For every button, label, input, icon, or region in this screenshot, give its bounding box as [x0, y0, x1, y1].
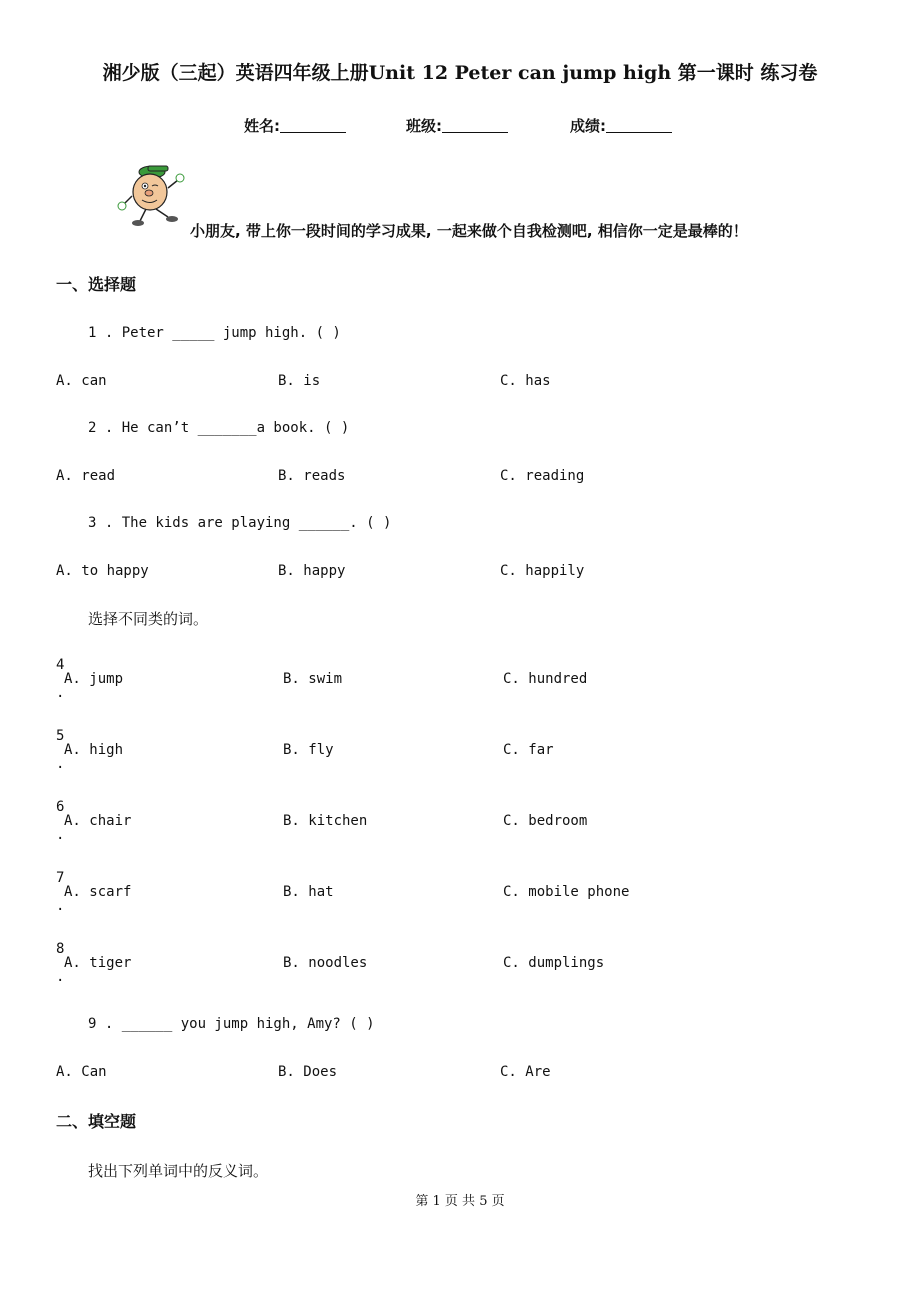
- score-field: [570, 115, 672, 136]
- question-9: 9 . ______ you jump high, Amy? ( ): [88, 1016, 375, 1032]
- q9-option-c[interactable]: C. Are: [500, 1064, 551, 1080]
- question-3: 3 . The kids are playing ______. ( ): [88, 515, 392, 531]
- q6-option-c[interactable]: C. bedroom: [503, 813, 588, 829]
- score-label: 成绩:: [570, 117, 606, 135]
- question-7-number: 7: [56, 870, 65, 886]
- q7-option-c[interactable]: C. mobile phone: [503, 884, 630, 900]
- question-6-number: 6: [56, 799, 65, 815]
- q7-option-a[interactable]: A. scarf: [64, 884, 132, 900]
- section-1-heading: 一、选择题: [56, 275, 137, 294]
- section-2-heading: 二、填空题: [56, 1112, 137, 1131]
- q8-option-b[interactable]: B. noodles: [283, 955, 368, 971]
- q8-option-a[interactable]: A. tiger: [64, 955, 132, 971]
- name-field: [244, 115, 346, 136]
- q8-dot: .: [56, 969, 65, 985]
- q5-option-b[interactable]: B. fly: [283, 742, 334, 758]
- page-title: 湘少版（三起）英语四年级上册Unit 12 Peter can jump high 第一课时 练习卷: [102, 62, 818, 84]
- q1-option-b[interactable]: B. is: [278, 373, 321, 389]
- q3-option-b[interactable]: B. happy: [278, 563, 346, 579]
- name-blank[interactable]: [280, 118, 346, 133]
- antonym-instruction: 找出下列单词中的反义词。: [88, 1162, 269, 1180]
- question-8-number: 8: [56, 941, 65, 957]
- q5-option-c[interactable]: C. far: [503, 742, 554, 758]
- q6-dot: .: [56, 827, 65, 843]
- q2-option-a[interactable]: A. read: [56, 468, 116, 484]
- q6-option-b[interactable]: B. kitchen: [283, 813, 368, 829]
- class-field: [406, 115, 508, 136]
- encouragement-text: 小朋友, 带上你一段时间的学习成果, 一起来做个自我检测吧, 相信你一定是最棒的！: [190, 222, 748, 240]
- q2-option-c[interactable]: C. reading: [500, 468, 585, 484]
- q4-option-b[interactable]: B. swim: [283, 671, 343, 687]
- class-label: 班级:: [406, 117, 442, 135]
- page-footer: 第 1 页 共 5 页: [415, 1194, 505, 1209]
- q3-option-c[interactable]: C. happily: [500, 563, 585, 579]
- cartoon-mascot-image: [112, 162, 192, 228]
- q4-option-a[interactable]: A. jump: [64, 671, 124, 687]
- q6-option-a[interactable]: A. chair: [64, 813, 132, 829]
- q9-option-b[interactable]: B. Does: [278, 1064, 338, 1080]
- q1-option-c[interactable]: C. has: [500, 373, 551, 389]
- odd-one-out-instruction: 选择不同类的词。: [88, 610, 209, 628]
- q7-option-b[interactable]: B. hat: [283, 884, 334, 900]
- q2-option-b[interactable]: B. reads: [278, 468, 346, 484]
- q4-dot: .: [56, 685, 65, 701]
- q1-option-a[interactable]: A. can: [56, 373, 107, 389]
- q4-option-c[interactable]: C. hundred: [503, 671, 588, 687]
- class-blank[interactable]: [442, 118, 508, 133]
- question-1: 1 . Peter _____ jump high. ( ): [88, 325, 341, 341]
- q9-option-a[interactable]: A. Can: [56, 1064, 107, 1080]
- name-label: 姓名:: [244, 117, 280, 135]
- q3-option-a[interactable]: A. to happy: [56, 563, 149, 579]
- q7-dot: .: [56, 898, 65, 914]
- q5-option-a[interactable]: A. high: [64, 742, 124, 758]
- q5-dot: .: [56, 756, 65, 772]
- score-blank[interactable]: [606, 118, 672, 133]
- question-2: 2 . He can’t _______a book. ( ): [88, 420, 350, 436]
- question-5-number: 5: [56, 728, 65, 744]
- q8-option-c[interactable]: C. dumplings: [503, 955, 605, 971]
- question-4-number: 4: [56, 657, 65, 673]
